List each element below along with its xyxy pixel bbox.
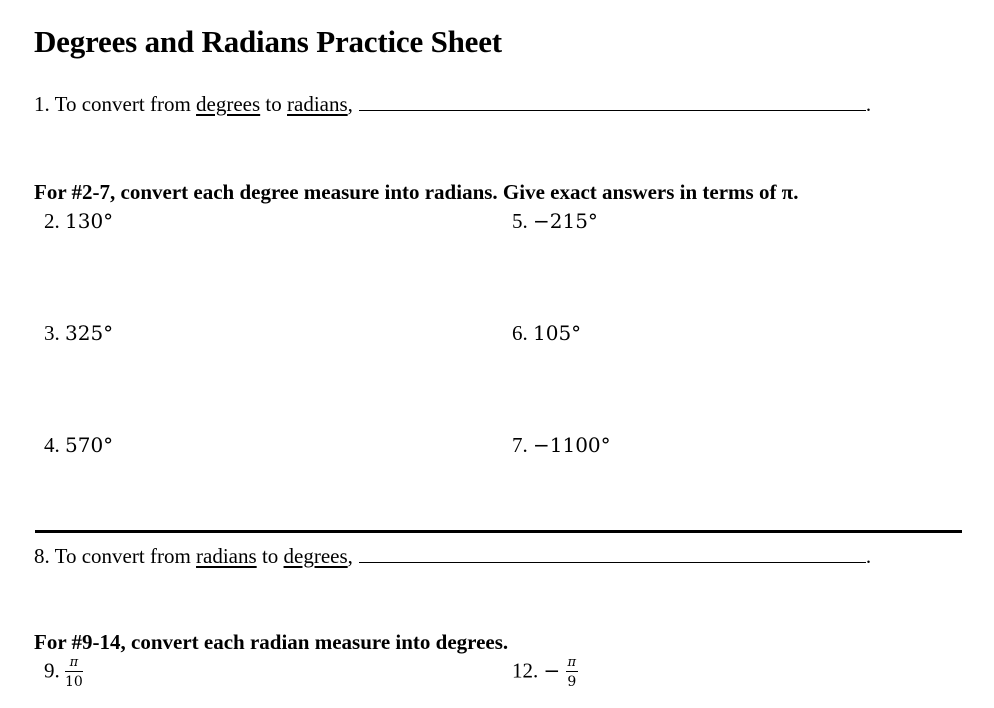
question-8-prefix: 8. To convert from [34, 544, 197, 568]
problem-5-number: 5. [512, 209, 528, 233]
problem-9-denominator: 10 [65, 674, 83, 690]
question-1-from: degrees [196, 92, 261, 116]
problem-2 [44, 209, 113, 234]
question-1-suffix: , [347, 92, 353, 116]
problem-9-fraction [65, 656, 83, 689]
problem-4-value: 570° [65, 433, 114, 457]
problem-12 [512, 656, 578, 689]
question-8-suffix: , [347, 544, 353, 568]
problem-7-value: −1100° [533, 433, 611, 457]
problem-9 [44, 656, 83, 689]
answer-blank-8[interactable] [359, 545, 866, 563]
problem-4-number: 4. [44, 433, 60, 457]
question-1-end: . [865, 92, 872, 116]
problem-6 [512, 321, 581, 346]
problem-2-value: 130° [65, 209, 114, 233]
problem-12-number: 12. [512, 658, 539, 683]
question-1-mid: to [260, 92, 288, 116]
problem-6-value: 105° [533, 321, 582, 345]
section-2-instructions: For #9-14, convert each radian measure into degrees. [34, 630, 509, 654]
problem-9-numerator: π [69, 655, 79, 670]
problem-4 [44, 433, 113, 458]
question-8-end: . [865, 544, 872, 568]
problem-9-number: 9. [44, 658, 60, 683]
problem-7 [512, 433, 611, 458]
page-title: Degrees and Radians Practice Sheet [34, 24, 502, 59]
problem-12-sign: − [543, 658, 561, 683]
question-8 [34, 544, 871, 569]
question-1-prefix: 1. To convert from [34, 92, 197, 116]
problem-5 [512, 209, 598, 234]
section-1-instructions: For #2-7, convert each degree measure into radians. Give exact answers in terms of π. [34, 180, 799, 204]
problem-3-value: 325° [65, 321, 114, 345]
problem-2-number: 2. [44, 209, 60, 233]
answer-blank-1[interactable] [359, 93, 866, 111]
problem-12-numerator: π [567, 655, 577, 670]
question-1-to: radians [287, 92, 348, 116]
problem-3-number: 3. [44, 321, 60, 345]
problem-12-denominator: 9 [567, 674, 577, 690]
problem-6-number: 6. [512, 321, 528, 345]
question-1 [34, 92, 871, 117]
problem-7-number: 7. [512, 433, 528, 457]
question-8-to: degrees [283, 544, 348, 568]
section-divider [35, 530, 962, 533]
problem-5-value: −215° [533, 209, 598, 233]
question-8-from: radians [196, 544, 257, 568]
question-8-mid: to [256, 544, 284, 568]
problem-3 [44, 321, 113, 346]
problem-12-fraction [566, 656, 579, 689]
